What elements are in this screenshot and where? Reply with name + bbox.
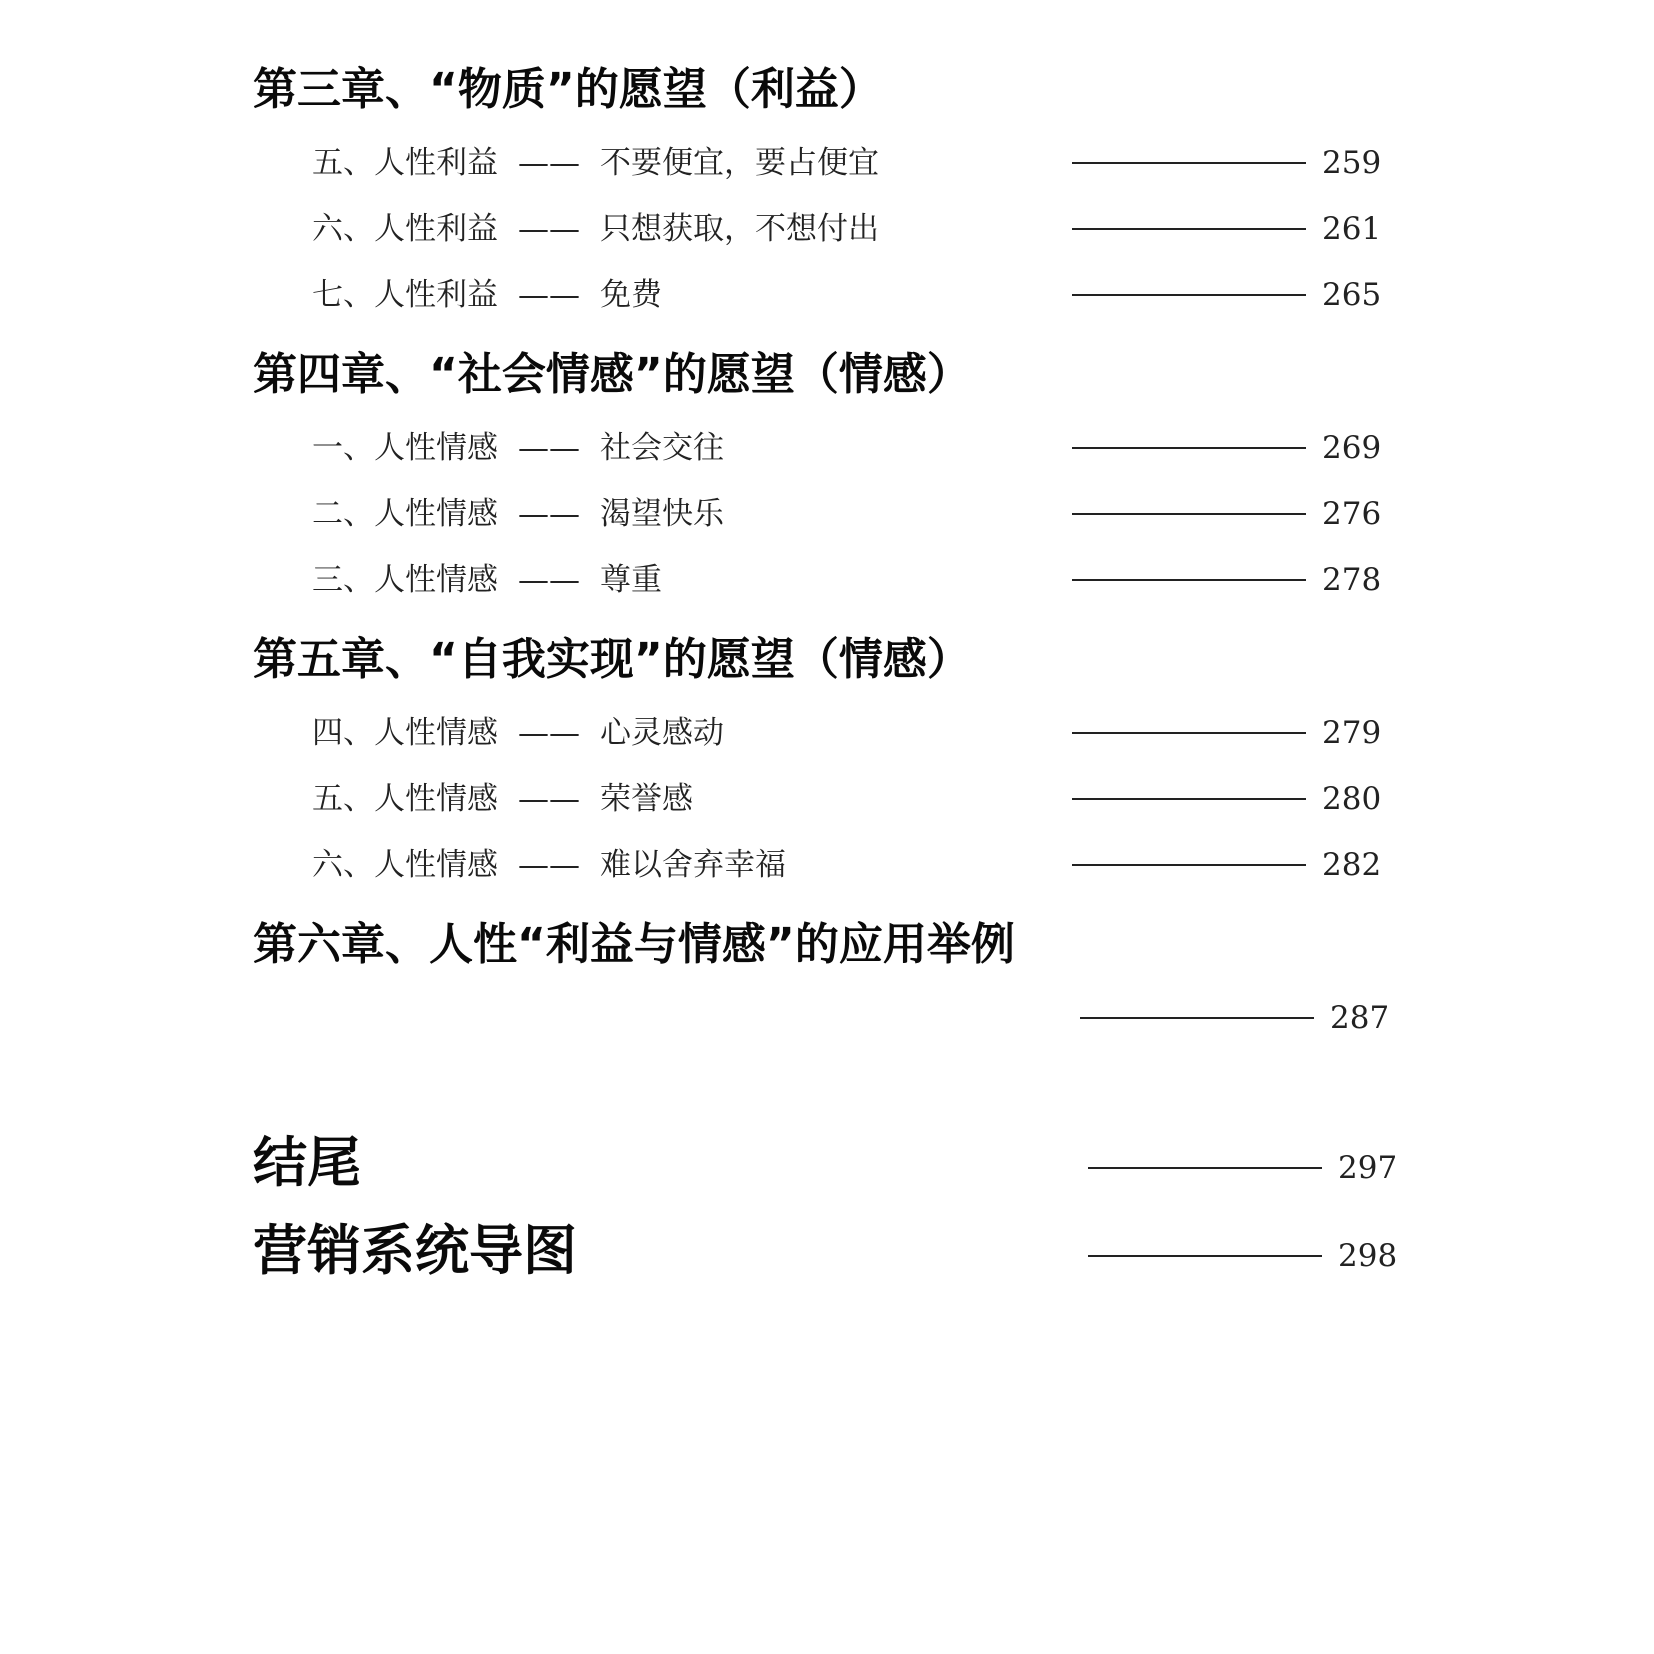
toc-entry[interactable] <box>312 558 1382 602</box>
leader-line <box>1072 579 1306 581</box>
toc-entry[interactable] <box>312 777 1382 821</box>
page-number: 269 <box>1322 430 1382 466</box>
entry-topic: 渴望快乐 <box>600 496 724 532</box>
entry-prefix: 五、人性利益 <box>312 145 498 181</box>
entry-title <box>312 273 662 317</box>
toc-entry[interactable] <box>312 426 1382 470</box>
page-number: 261 <box>1322 211 1382 247</box>
leader-line <box>1072 447 1306 449</box>
page-number: 259 <box>1322 145 1382 181</box>
chapter-heading: 第六章、人性“利益与情感”的应用举例 <box>253 919 1015 970</box>
entry-title <box>312 711 724 755</box>
page-number: 297 <box>1338 1150 1398 1186</box>
entry-topic: 尊重 <box>600 562 662 598</box>
toc-entry[interactable] <box>312 492 1382 536</box>
toc-entry[interactable] <box>312 1146 1398 1190</box>
toc-entry[interactable] <box>312 207 1382 251</box>
page-number: 287 <box>1330 1000 1390 1036</box>
page-number: 265 <box>1322 277 1382 313</box>
entry-topic: 不要便宜，要占便宜 <box>600 145 879 181</box>
page-number: 280 <box>1322 781 1382 817</box>
leader-line <box>1088 1167 1322 1169</box>
leader-line <box>1088 1255 1322 1257</box>
page-number: 276 <box>1322 496 1382 532</box>
entry-separator: —— <box>518 715 580 751</box>
entry-title <box>312 492 724 536</box>
page-number: 279 <box>1322 715 1382 751</box>
leader-line <box>1072 162 1306 164</box>
entry-separator: —— <box>518 496 580 532</box>
entry-topic: 免费 <box>600 277 662 313</box>
entry-topic: 只想获取，不想付出 <box>600 211 879 247</box>
entry-topic: 心灵感动 <box>600 715 724 751</box>
entry-prefix: 五、人性情感 <box>312 781 498 817</box>
leader-line <box>1072 294 1306 296</box>
leader-line <box>1072 798 1306 800</box>
leader-line <box>1072 228 1306 230</box>
leader-line <box>1072 513 1306 515</box>
leader-line <box>1072 732 1306 734</box>
entry-title <box>312 426 724 470</box>
toc-entry[interactable] <box>312 273 1382 317</box>
toc-entry[interactable] <box>312 1234 1398 1278</box>
leader-line <box>1080 1017 1314 1019</box>
toc-entry[interactable] <box>312 141 1382 185</box>
leader-line <box>1072 864 1306 866</box>
entry-title <box>312 777 693 821</box>
chapter-heading: 第四章、“社会情感”的愿望（情感） <box>253 349 971 400</box>
toc-entry[interactable] <box>312 996 1390 1040</box>
entry-prefix: 七、人性利益 <box>312 277 498 313</box>
entry-topic: 难以舍弃幸福 <box>600 847 786 883</box>
entry-separator: —— <box>518 145 580 181</box>
ending-heading: 营销系统导图 <box>253 1219 577 1282</box>
entry-title <box>312 207 879 251</box>
entry-separator: —— <box>518 847 580 883</box>
chapter-heading: 第五章、“自我实现”的愿望（情感） <box>253 634 971 685</box>
entry-separator: —— <box>518 562 580 598</box>
chapter-heading: 第三章、“物质”的愿望（利益） <box>253 64 883 115</box>
entry-prefix: 二、人性情感 <box>312 496 498 532</box>
entry-title <box>312 843 786 887</box>
ending-heading: 结尾 <box>253 1131 361 1194</box>
entry-title <box>312 141 879 185</box>
entry-title <box>312 558 662 602</box>
entry-separator: —— <box>518 781 580 817</box>
page-number: 282 <box>1322 847 1382 883</box>
entry-prefix: 三、人性情感 <box>312 562 498 598</box>
entry-topic: 荣誉感 <box>600 781 693 817</box>
entry-topic: 社会交往 <box>600 430 724 466</box>
entry-prefix: 六、人性情感 <box>312 847 498 883</box>
page-number: 278 <box>1322 562 1382 598</box>
toc-entry[interactable] <box>312 711 1382 755</box>
toc-entry[interactable] <box>312 843 1382 887</box>
entry-separator: —— <box>518 211 580 247</box>
entry-prefix: 四、人性情感 <box>312 715 498 751</box>
page-number: 298 <box>1338 1238 1398 1274</box>
entry-prefix: 一、人性情感 <box>312 430 498 466</box>
entry-separator: —— <box>518 277 580 313</box>
entry-separator: —— <box>518 430 580 466</box>
entry-prefix: 六、人性利益 <box>312 211 498 247</box>
